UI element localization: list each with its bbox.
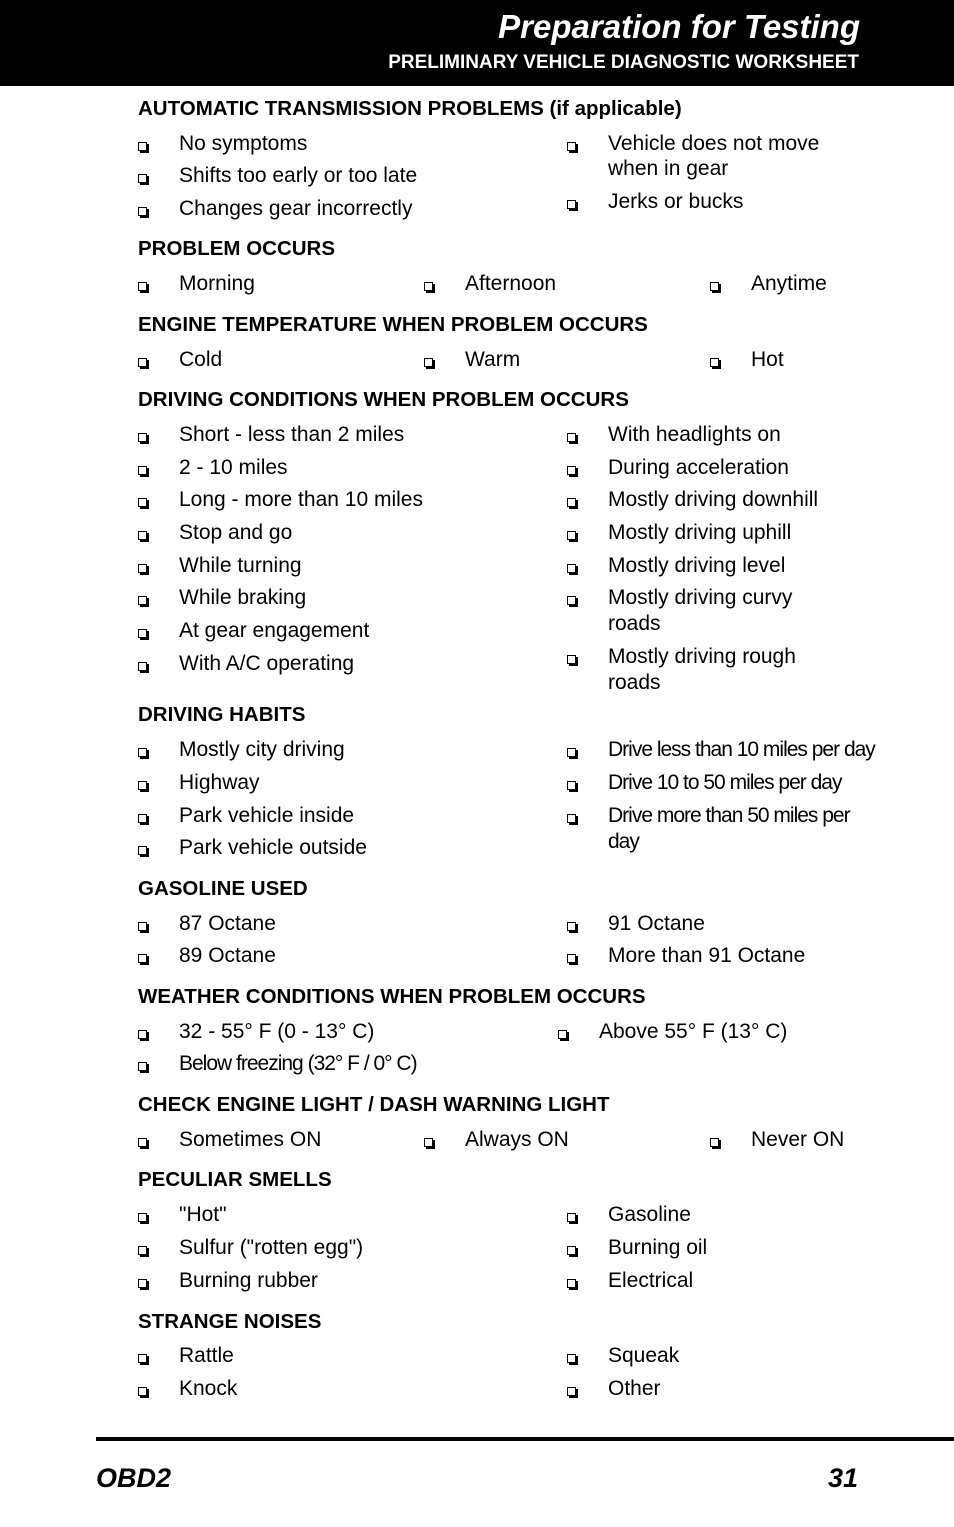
- checkbox-label: Mostly driving rough: [608, 645, 796, 668]
- checkbox-icon[interactable]: [138, 1354, 147, 1363]
- section-heading-occurs: PROBLEM OCCURS: [138, 237, 336, 260]
- checkbox-label: Jerks or bucks: [608, 190, 744, 213]
- section-heading-smells: PECULIAR SMELLS: [138, 1168, 332, 1191]
- checkbox-label: day: [608, 830, 639, 853]
- checkbox-icon[interactable]: [138, 433, 147, 442]
- checkbox-icon[interactable]: [138, 596, 147, 605]
- checkbox-label: While braking: [179, 586, 307, 609]
- checkbox-label: when in gear: [608, 157, 729, 180]
- footer-divider: [96, 1437, 954, 1441]
- section-heading-temperature: ENGINE TEMPERATURE WHEN PROBLEM OCCURS: [138, 313, 648, 336]
- checkbox-label: Park vehicle inside: [179, 804, 355, 827]
- checkbox-icon[interactable]: [567, 1354, 576, 1363]
- checkbox-icon[interactable]: [138, 846, 147, 855]
- checkbox-label: Below freezing (32° F / 0° C): [179, 1052, 417, 1075]
- checkbox-label: Cold: [179, 348, 223, 371]
- checkbox-label: Squeak: [608, 1344, 680, 1367]
- checkbox-label: Hot: [751, 348, 784, 371]
- checkbox-label: Mostly driving downhill: [608, 488, 819, 511]
- checkbox-icon[interactable]: [138, 922, 147, 931]
- section-heading-transmission: AUTOMATIC TRANSMISSION PROBLEMS (if applicable): [138, 97, 682, 120]
- checkbox-label: Morning: [179, 272, 255, 295]
- checkbox-label: Afternoon: [465, 272, 557, 295]
- checkbox-label: Mostly driving uphill: [608, 521, 792, 544]
- checkbox-icon[interactable]: [567, 748, 576, 757]
- checkbox-label: During acceleration: [608, 456, 789, 479]
- checkbox-icon[interactable]: [138, 531, 147, 540]
- footer-product-name: OBD2: [96, 1463, 172, 1493]
- checkbox-icon[interactable]: [138, 1279, 147, 1288]
- checkbox-label: Long - more than 10 miles: [179, 488, 423, 511]
- checkbox-icon[interactable]: [138, 662, 147, 671]
- section-heading-driving-conditions: DRIVING CONDITIONS WHEN PROBLEM OCCURS: [138, 388, 629, 411]
- checkbox-icon[interactable]: [138, 1138, 147, 1147]
- checkbox-icon[interactable]: [567, 433, 576, 442]
- checkbox-icon[interactable]: [138, 1387, 147, 1396]
- section-heading-gasoline: GASOLINE USED: [138, 877, 308, 900]
- checkbox-icon[interactable]: [424, 1138, 433, 1147]
- page-subtitle: PRELIMINARY VEHICLE DIAGNOSTIC WORKSHEET: [388, 52, 859, 73]
- page-title: Preparation for Testing: [498, 8, 860, 45]
- checkbox-label: 89 Octane: [179, 944, 276, 967]
- checkbox-label: Sometimes ON: [179, 1128, 322, 1151]
- checkbox-label: Warm: [465, 348, 521, 371]
- checkbox-icon[interactable]: [567, 922, 576, 931]
- checkbox-label: Rattle: [179, 1344, 234, 1367]
- checkbox-icon[interactable]: [567, 1246, 576, 1255]
- checkbox-label: No symptoms: [179, 132, 308, 155]
- page-number: 31: [827, 1463, 858, 1493]
- checkbox-label: Mostly driving curvy: [608, 586, 793, 609]
- checkbox-label: 87 Octane: [179, 912, 276, 935]
- checkbox-icon[interactable]: [567, 466, 576, 475]
- checkbox-icon[interactable]: [710, 1138, 719, 1147]
- checkbox-label: 32 - 55° F (0 - 13° C): [179, 1020, 375, 1043]
- checkbox-icon[interactable]: [138, 282, 147, 291]
- checkbox-label: roads: [608, 671, 661, 694]
- checkbox-label: "Hot": [179, 1203, 227, 1226]
- checkbox-label: Mostly driving level: [608, 554, 786, 577]
- checkbox-label: 91 Octane: [608, 912, 705, 935]
- checkbox-label: Electrical: [608, 1269, 694, 1292]
- checkbox-icon[interactable]: [138, 629, 147, 638]
- checkbox-icon[interactable]: [138, 142, 147, 151]
- checkbox-icon[interactable]: [567, 655, 576, 664]
- checkbox-icon[interactable]: [567, 142, 576, 151]
- checkbox-icon[interactable]: [138, 1062, 147, 1071]
- checkbox-label: Short - less than 2 miles: [179, 423, 405, 446]
- checkbox-icon[interactable]: [567, 531, 576, 540]
- checkbox-label: Shifts too early or too late: [179, 164, 418, 187]
- page-header: [0, 0, 954, 86]
- checkbox-icon[interactable]: [567, 200, 576, 209]
- checkbox-label: Always ON: [465, 1128, 569, 1151]
- checkbox-label: Other: [608, 1377, 661, 1400]
- checkbox-label: Drive 10 to 50 miles per day: [608, 771, 842, 794]
- checkbox-icon[interactable]: [567, 1387, 576, 1396]
- checkbox-label: With A/C operating: [179, 652, 355, 675]
- checkbox-icon[interactable]: [138, 781, 147, 790]
- checkbox-icon[interactable]: [138, 1213, 147, 1222]
- checkbox-label: Changes gear incorrectly: [179, 197, 413, 220]
- checkbox-label: Above 55° F (13° C): [599, 1020, 788, 1043]
- checkbox-label: Highway: [179, 771, 260, 794]
- checkbox-icon[interactable]: [138, 954, 147, 963]
- checkbox-label: Park vehicle outside: [179, 836, 367, 859]
- section-heading-noises: STRANGE NOISES: [138, 1310, 322, 1333]
- checkbox-icon[interactable]: [138, 748, 147, 757]
- checkbox-label: While turning: [179, 554, 302, 577]
- checkbox-icon[interactable]: [138, 207, 147, 216]
- checkbox-icon[interactable]: [710, 358, 719, 367]
- checkbox-icon[interactable]: [424, 282, 433, 291]
- checkbox-label: roads: [608, 612, 661, 635]
- checkbox-icon[interactable]: [567, 814, 576, 823]
- checkbox-icon[interactable]: [567, 781, 576, 790]
- checkbox-label: 2 - 10 miles: [179, 456, 288, 479]
- checkbox-icon[interactable]: [138, 814, 147, 823]
- checkbox-icon[interactable]: [138, 358, 147, 367]
- checkbox-label: Anytime: [751, 272, 827, 295]
- checkbox-icon[interactable]: [424, 358, 433, 367]
- checkbox-label: Mostly city driving: [179, 738, 345, 761]
- checkbox-label: Vehicle does not move: [608, 132, 820, 155]
- checkbox-label: Burning oil: [608, 1236, 708, 1259]
- checkbox-icon[interactable]: [138, 564, 147, 573]
- checkbox-label: Burning rubber: [179, 1269, 318, 1292]
- checkbox-icon[interactable]: [567, 564, 576, 573]
- checkbox-label: Drive more than 50 miles per: [608, 804, 850, 827]
- checkbox-icon[interactable]: [567, 954, 576, 963]
- checkbox-icon[interactable]: [138, 174, 147, 183]
- checkbox-icon[interactable]: [567, 498, 576, 507]
- section-heading-driving-habits: DRIVING HABITS: [138, 703, 306, 726]
- checkbox-label: Never ON: [751, 1128, 845, 1151]
- checkbox-icon[interactable]: [558, 1030, 567, 1039]
- checkbox-icon[interactable]: [567, 1213, 576, 1222]
- checkbox-icon[interactable]: [138, 498, 147, 507]
- checkbox-icon[interactable]: [138, 1030, 147, 1039]
- checkbox-label: Drive less than 10 miles per day: [608, 738, 875, 761]
- checkbox-icon[interactable]: [567, 1279, 576, 1288]
- checkbox-label: More than 91 Octane: [608, 944, 806, 967]
- checkbox-label: Gasoline: [608, 1203, 691, 1226]
- section-heading-weather: WEATHER CONDITIONS WHEN PROBLEM OCCURS: [138, 985, 646, 1008]
- checkbox-icon[interactable]: [138, 1246, 147, 1255]
- checkbox-label: At gear engagement: [179, 619, 370, 642]
- checkbox-label: Sulfur ("rotten egg"): [179, 1236, 364, 1259]
- checkbox-icon[interactable]: [710, 282, 719, 291]
- checkbox-label: Stop and go: [179, 521, 293, 544]
- checkbox-icon[interactable]: [567, 596, 576, 605]
- checkbox-label: Knock: [179, 1377, 238, 1400]
- checkbox-label: With headlights on: [608, 423, 781, 446]
- checkbox-icon[interactable]: [138, 466, 147, 475]
- section-heading-check-engine-light: CHECK ENGINE LIGHT / DASH WARNING LIGHT: [138, 1093, 610, 1116]
